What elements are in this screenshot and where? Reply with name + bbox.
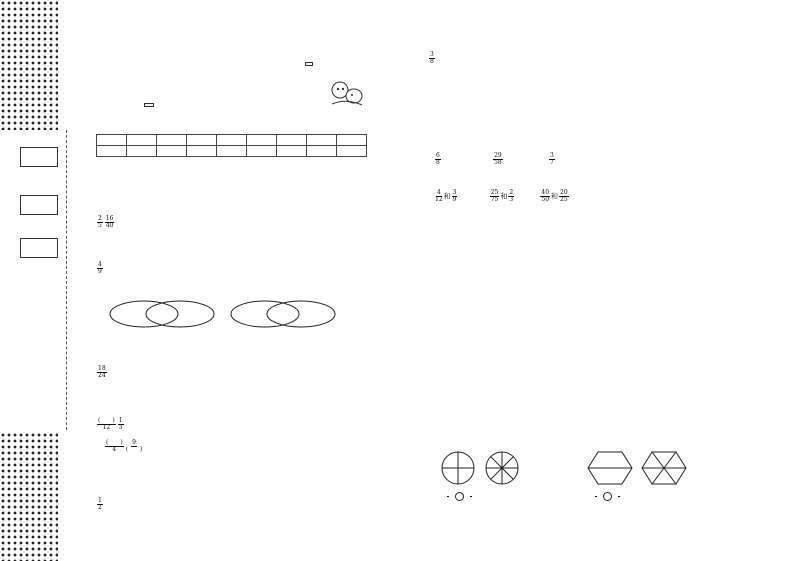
fraction: $\frac{4}{9}$ (98, 261, 102, 275)
edition-badge (305, 62, 313, 66)
compare-circle[interactable] (603, 492, 612, 501)
score-header-cell (247, 135, 277, 146)
fraction: ( ) 4 (106, 439, 123, 453)
fraction: $\frac{3}{8}$ (430, 51, 434, 65)
fraction: $\frac{25}{75}$ (490, 189, 499, 203)
fraction (447, 496, 449, 497)
question-2 (96, 216, 115, 229)
dot-pattern-top (0, 0, 58, 130)
score-cell[interactable] (127, 146, 157, 157)
fraction: $\frac{20}{25}$ (560, 189, 568, 203)
choice-3-options (434, 229, 590, 238)
fraction: $\frac{2}{3}$ (509, 189, 514, 203)
page-41 (78, 0, 398, 561)
question-7-line-1 (96, 418, 125, 431)
compare-circle[interactable] (455, 492, 464, 501)
fraction: $\frac{18}{24}$ (98, 365, 106, 379)
fraction: 9 ( ) (125, 439, 143, 453)
fraction: ( ) 12 (98, 417, 115, 431)
score-cell[interactable] (337, 146, 367, 157)
score-header-cell (127, 135, 157, 146)
score-header-cell (217, 135, 247, 146)
fraction: $\frac{3}{9}$ (452, 189, 457, 203)
question-7-line-2 (104, 440, 143, 453)
choice-5-options (434, 293, 538, 302)
score-cell[interactable] (217, 146, 247, 157)
fraction: $\frac{6}{8}$ (436, 152, 440, 166)
school-field[interactable] (20, 147, 58, 167)
binding-line (66, 130, 68, 430)
fraction: $\frac{29}{58}$ (494, 152, 502, 166)
question-3 (96, 262, 104, 275)
fraction: $\frac{1}{2}$ (98, 497, 102, 511)
score-table (96, 134, 367, 157)
page-42 (420, 0, 760, 561)
choice-4-options (434, 262, 538, 271)
circle-shapes (440, 450, 530, 490)
compare-1 (446, 492, 473, 502)
cartoon-illustration (328, 78, 364, 108)
fraction (618, 496, 620, 497)
name-field[interactable] (20, 238, 58, 258)
choice-1-options (434, 153, 556, 166)
score-cell[interactable] (307, 146, 337, 157)
judge-2 (428, 52, 436, 65)
fraction: $\frac{16}{40}$ (105, 215, 114, 229)
score-header-cell (337, 135, 367, 146)
score-cell[interactable] (277, 146, 307, 157)
score-cell[interactable] (247, 146, 277, 157)
fraction: $\frac{3}{7}$ (549, 152, 554, 166)
score-cell[interactable] (157, 146, 187, 157)
fraction: $\frac{4}{12}$ (435, 189, 443, 203)
score-cell[interactable] (187, 146, 217, 157)
venn-diagram-2 (223, 292, 343, 332)
venn-diagram-1 (102, 292, 222, 332)
score-header-cell (307, 135, 337, 146)
question-5 (96, 366, 108, 379)
class-field[interactable] (20, 195, 58, 215)
dot-pattern-bottom (0, 432, 58, 561)
score-header-cell (97, 135, 127, 146)
judge-1 (96, 498, 104, 511)
choice-2-options: $\frac{4}{12}$ 和 $\frac{3}{9}$ $\frac{25}{75}$ 和 $\frac{2}{3}$ $\frac{40}{50}$ 和 $\frac{20}{25}$ (435, 189, 568, 203)
page-subtitle (144, 103, 154, 107)
score-header-cell (277, 135, 307, 146)
score-header-cell (157, 135, 187, 146)
fraction: $\frac{40}{50}$ (541, 189, 550, 203)
fraction (595, 496, 597, 497)
compare-2 (594, 492, 621, 502)
score-row-label (97, 146, 127, 157)
hexagon-shapes (580, 450, 710, 490)
fraction: $\frac{2}{5}$ (98, 215, 102, 229)
score-header-cell (187, 135, 217, 146)
fraction: $\frac{1}{3}$ (118, 417, 123, 431)
fraction (470, 496, 472, 497)
